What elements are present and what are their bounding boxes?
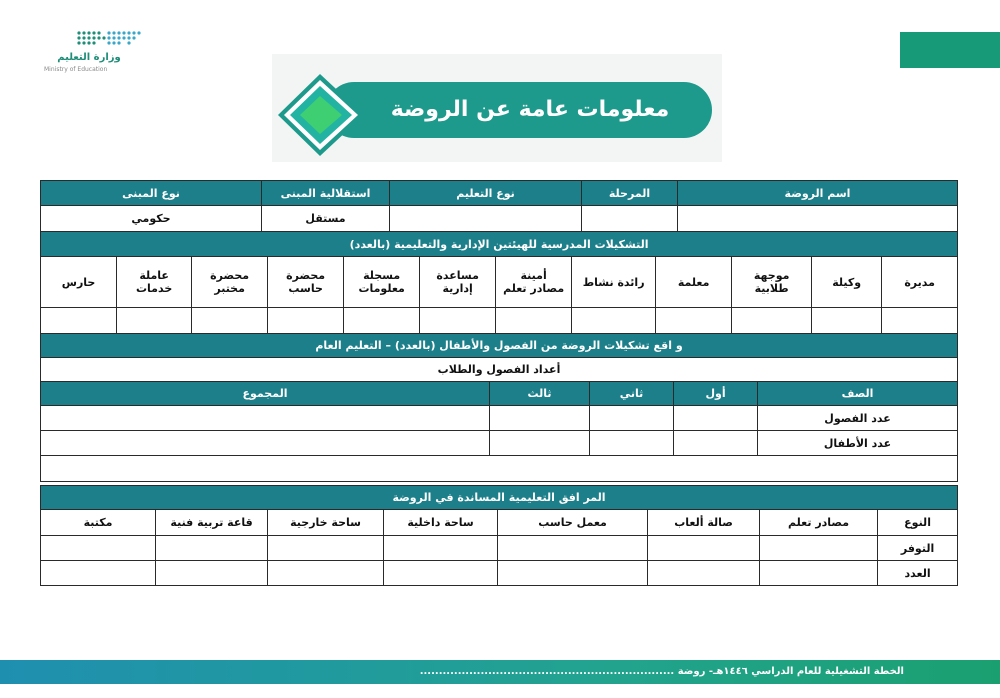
role-line2: معلومات bbox=[358, 282, 405, 295]
header-kg-name: اسم الروضة bbox=[678, 181, 958, 206]
role-line1: مساعدة bbox=[436, 269, 479, 282]
child-count-cell[interactable] bbox=[490, 431, 590, 456]
class-count-cell[interactable] bbox=[41, 406, 490, 431]
staff-count-cell[interactable] bbox=[420, 308, 496, 334]
role-line2: مصادر تعلم bbox=[503, 282, 565, 295]
role-header bbox=[268, 257, 344, 308]
header-education-type: نوع التعليم bbox=[390, 181, 582, 206]
role-header bbox=[41, 257, 117, 308]
role-header bbox=[732, 257, 812, 308]
staff-count-cell[interactable] bbox=[572, 308, 656, 334]
classes-blank-row bbox=[41, 456, 958, 482]
header-computer-lab: معمل حاسب bbox=[498, 510, 648, 536]
header-total: المجموع bbox=[41, 382, 490, 406]
role-header bbox=[420, 257, 496, 308]
role-line2: مختبر bbox=[214, 282, 245, 295]
footer-bar bbox=[0, 660, 1000, 684]
facility-count-cell[interactable] bbox=[156, 561, 268, 586]
role-line2: حاسب bbox=[288, 282, 323, 295]
value-stage[interactable] bbox=[582, 206, 678, 232]
role-header bbox=[117, 257, 192, 308]
availability-cell[interactable] bbox=[41, 536, 156, 561]
staff-count-cell[interactable] bbox=[882, 308, 958, 334]
role-line1: مديرة bbox=[904, 275, 935, 289]
staff-count-cell[interactable] bbox=[117, 308, 192, 334]
header-art-room: قاعة تربية فنية bbox=[156, 510, 268, 536]
role-line2: طلابية bbox=[754, 282, 789, 295]
row-label-classes: عدد الفصول bbox=[758, 406, 958, 431]
classes-section-title: و اقع تشكيلات الروضة من الفصول والأطفال (بالعدد) – التعليم العام bbox=[41, 334, 958, 358]
header-third: ثالث bbox=[490, 382, 590, 406]
staff-count-cell[interactable] bbox=[732, 308, 812, 334]
availability-cell[interactable] bbox=[648, 536, 760, 561]
availability-cell[interactable] bbox=[760, 536, 878, 561]
staff-count-cell[interactable] bbox=[656, 308, 732, 334]
header-building-type: نوع المبنى bbox=[41, 181, 262, 206]
diamond-icon bbox=[276, 72, 372, 158]
staff-table bbox=[40, 231, 958, 334]
facility-count-cell[interactable] bbox=[41, 561, 156, 586]
facility-count-cell[interactable] bbox=[384, 561, 498, 586]
role-line1: حارس bbox=[61, 275, 96, 289]
header-game-hall: صالة ألعاب bbox=[648, 510, 760, 536]
staff-count-cell[interactable] bbox=[268, 308, 344, 334]
role-line1: مسجلة bbox=[363, 269, 401, 282]
header-library: مكتبة bbox=[41, 510, 156, 536]
row-label-count: العدد bbox=[878, 561, 958, 586]
role-line1: عاملة bbox=[139, 269, 169, 282]
role-line1: أمينة bbox=[520, 269, 547, 282]
header-type: النوع bbox=[878, 510, 958, 536]
availability-cell[interactable] bbox=[384, 536, 498, 561]
header-outdoor-yard: ساحة خارجية bbox=[268, 510, 384, 536]
classes-table bbox=[40, 333, 958, 482]
role-header bbox=[882, 257, 958, 308]
role-header bbox=[496, 257, 572, 308]
classes-subtitle: أعداد الفصول والطلاب bbox=[41, 358, 958, 382]
role-header bbox=[572, 257, 656, 308]
role-header bbox=[656, 257, 732, 308]
facility-count-cell[interactable] bbox=[498, 561, 648, 586]
header-indoor-yard: ساحة داخلية bbox=[384, 510, 498, 536]
value-kg-name[interactable] bbox=[678, 206, 958, 232]
corner-accent bbox=[900, 32, 1000, 68]
value-building-independence[interactable]: مستقل bbox=[262, 206, 390, 232]
facility-count-cell[interactable] bbox=[648, 561, 760, 586]
header-first: أول bbox=[674, 382, 758, 406]
child-count-cell[interactable] bbox=[41, 431, 490, 456]
availability-cell[interactable] bbox=[156, 536, 268, 561]
header-grade: الصف bbox=[758, 382, 958, 406]
staff-count-cell[interactable] bbox=[192, 308, 268, 334]
value-building-type[interactable]: حكومي bbox=[41, 206, 262, 232]
role-line2: خدمات bbox=[136, 282, 173, 295]
logo-arabic-text: وزارة التعليم bbox=[57, 52, 121, 63]
value-education-type[interactable] bbox=[390, 206, 582, 232]
staff-count-cell[interactable] bbox=[812, 308, 882, 334]
logo-dots-icon bbox=[76, 30, 142, 46]
role-header bbox=[344, 257, 420, 308]
class-count-cell[interactable] bbox=[590, 406, 674, 431]
availability-cell[interactable] bbox=[498, 536, 648, 561]
class-count-cell[interactable] bbox=[490, 406, 590, 431]
role-line1: وكيلة bbox=[832, 275, 862, 289]
page-title: معلومات عامة عن الروضة bbox=[390, 97, 670, 122]
facility-count-cell[interactable] bbox=[268, 561, 384, 586]
role-header bbox=[192, 257, 268, 308]
role-line2: إدارية bbox=[442, 282, 473, 295]
staff-count-cell[interactable] bbox=[496, 308, 572, 334]
header-learning-resources: مصادر تعلم bbox=[760, 510, 878, 536]
ministry-logo bbox=[44, 30, 144, 76]
availability-cell[interactable] bbox=[268, 536, 384, 561]
role-line1: رائدة نشاط bbox=[582, 275, 645, 289]
role-line1: محضرة bbox=[210, 269, 250, 282]
logo-english-text: Ministry of Education bbox=[44, 66, 108, 73]
info-table bbox=[40, 180, 958, 232]
footer-text: الخطة التشغيلية للعام الدراسي ١٤٤٦هـ- روضة ................................................................... bbox=[419, 666, 904, 677]
class-count-cell[interactable] bbox=[674, 406, 758, 431]
child-count-cell[interactable] bbox=[590, 431, 674, 456]
facilities-section-title: المر افق التعليمية المساندة في الروضة bbox=[41, 486, 958, 510]
child-count-cell[interactable] bbox=[674, 431, 758, 456]
header-building-independence: استقلالية المبنى bbox=[262, 181, 390, 206]
role-line1: محضرة bbox=[286, 269, 326, 282]
role-header bbox=[812, 257, 882, 308]
staff-count-cell[interactable] bbox=[344, 308, 420, 334]
facility-count-cell[interactable] bbox=[760, 561, 878, 586]
role-line1: موجهة bbox=[753, 269, 790, 282]
role-line1: معلمة bbox=[677, 275, 710, 289]
facilities-table bbox=[40, 485, 958, 586]
staff-count-cell[interactable] bbox=[41, 308, 117, 334]
staff-section-title: التشكيلات المدرسية للهيئتين الإدارية والتعليمية (بالعدد) bbox=[41, 232, 958, 257]
row-label-children: عدد الأطفال bbox=[758, 431, 958, 456]
header-second: ثاني bbox=[590, 382, 674, 406]
row-label-availability: التوفر bbox=[878, 536, 958, 561]
header-stage: المرحلة bbox=[582, 181, 678, 206]
